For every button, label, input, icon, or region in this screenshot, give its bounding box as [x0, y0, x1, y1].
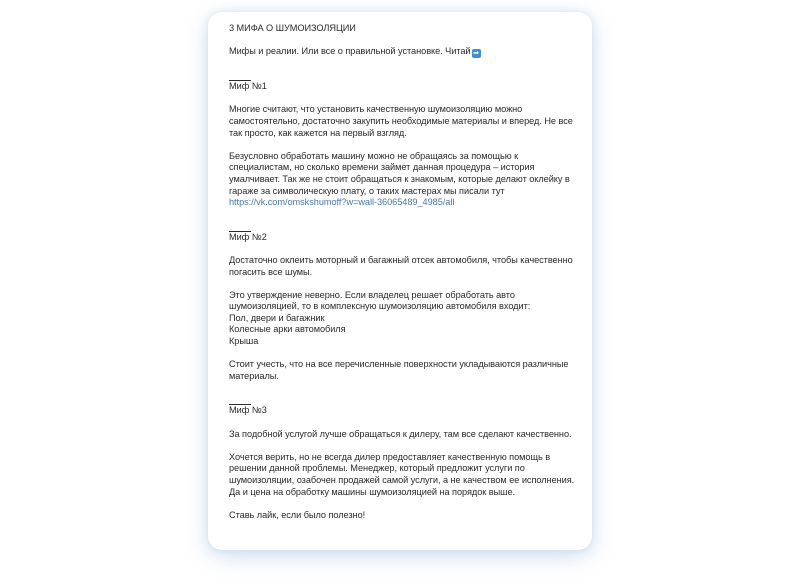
post-card [208, 12, 592, 550]
myths-section [229, 80, 582, 498]
post-intro-text: Мифы и реалии. Или все о правильной установке. Читай [229, 46, 471, 57]
arrow-right-emoji-icon: ➡ [473, 50, 479, 58]
myth-section [229, 80, 582, 209]
myth-paragraph [229, 104, 582, 139]
paragraph-line: Крыша [229, 336, 259, 347]
myth-paragraph [229, 429, 582, 441]
paragraph-line: решении данной проблемы. Менеджер, который предложит услуги по [229, 463, 525, 474]
paragraph-line: шумоизоляцией, то в комплексную шумоизоляцию автомобиля входит: [229, 301, 531, 312]
paragraph-line: Стоит учесть, что на все перечисленные поверхности укладываются различные [229, 359, 569, 370]
post-intro [229, 46, 582, 58]
paragraph-line: так просто, как кажется на первый взгляд. [229, 127, 407, 138]
post-closing: Ставь лайк, если было полезно! [229, 509, 366, 520]
paragraph-line: Пол, двери и багажник [229, 312, 325, 323]
myth-section [229, 231, 582, 383]
paragraph-line: Достаточно оклеить моторный и багажный отсек автомобиля, чтобы качественно [229, 254, 573, 265]
paragraph-line: умалчивает. Так же не стоит обращаться к знакомым, которые делают оклейку в [229, 173, 570, 184]
paragraph-line: Безусловно обработать машину можно не обращаясь за помощью к [229, 150, 519, 161]
myth-paragraph [229, 290, 582, 348]
paragraph-line: Многие считают, что установить качественную шумоизоляцию можно [229, 104, 523, 115]
paragraph-line: Колесные арки автомобиля [229, 324, 346, 335]
myth-paragraph [229, 359, 582, 382]
paragraph-line: Это утверждение неверно. Если владелец решает обработать авто [229, 289, 515, 300]
wall-post-link[interactable]: https://vk.com/omskshumoff?w=wall-36065489_4985/all [229, 197, 455, 208]
paragraph-line: специалистам, но сколько времени займет данная процедура – история [229, 162, 535, 173]
myth-heading: Миф №3 [229, 405, 267, 416]
paragraph-line: За подобной услугой лучше обращаться к дилеру, там все сделают качественно. [229, 428, 572, 439]
paragraph-line: гараже за символическую плату, о таких мастерах мы писали тут [229, 185, 505, 196]
paragraph-line: погасить все шумы. [229, 266, 313, 277]
paragraph-line: материалы. [229, 370, 279, 381]
paragraph-line: Да и цена на обработку машины шумоизоляцией на порядок выше. [229, 486, 516, 497]
myth-heading: Миф №1 [229, 81, 267, 92]
paragraph-line: шумоизоляции, озабочен продажей самой услуги, а не качеством ее исполнения. [229, 475, 575, 485]
myth-section [229, 404, 582, 498]
paragraph-line: самостоятельно, достаточно закупить необходимые материалы и вперед. Не все [229, 115, 573, 126]
paragraph-line: Хочется верить, но не всегда дилер предоставляет качественную помощь в [229, 451, 551, 462]
myth-paragraph [229, 151, 582, 209]
myth-heading: Миф №2 [229, 231, 267, 242]
myth-paragraph [229, 452, 582, 498]
post-title: 3 МИФА О ШУМОИЗОЛЯЦИИ [229, 23, 356, 33]
myth-paragraph [229, 255, 582, 278]
